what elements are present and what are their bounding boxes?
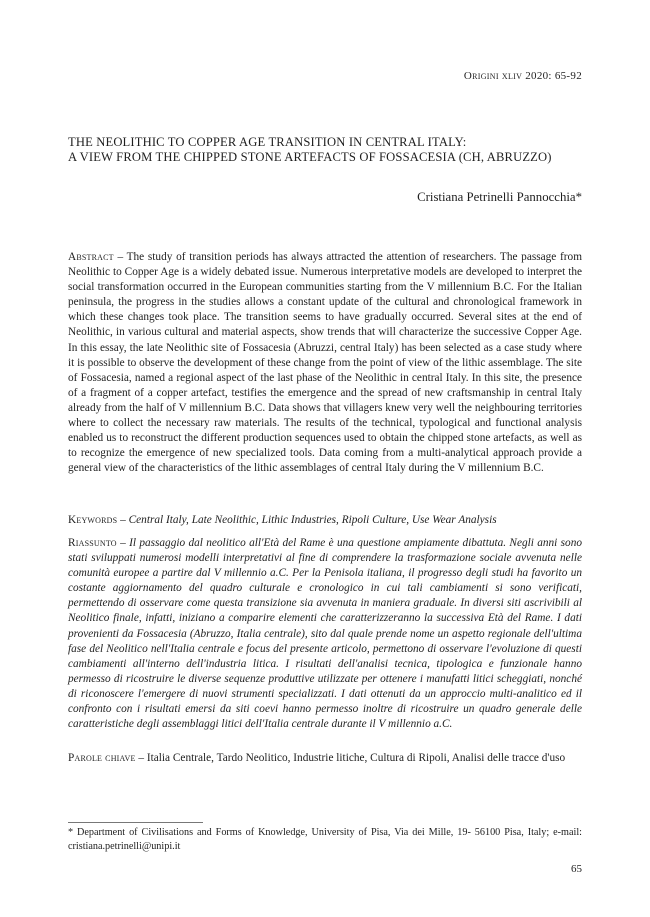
- running-head: Origini xliv 2020: 65-92: [463, 70, 582, 82]
- article-title-line-1: THE NEOLITHIC TO COPPER AGE TRANSITION IN CENTRAL ITALY:: [68, 135, 467, 149]
- article-page: [68, 0, 582, 917]
- abstract-text: – The study of transition periods has always attracted the attention of researchers. The passage from Neolithic to Copper Age is a widely debated issue. Numerous interpretative models are developed to interpret the social transformation occurred in the European communities starting from the V millennium B.C. For the Italian peninsula, the progress in the studies allows a constant update of the cultural and chronological framework in which these changes took place. The transition seems to have gradually occurred. Several sites at the end of Neolithic, in various cultural and material aspects, show trends that will characterize the successive Copper Age. In this essay, the late Neolithic site of Fossacesia (Abruzzi, central Italy) has been selected as a case study where it is possible to observe the development of these change from the point of view of the lithic assemblage. The site of Fossacesia, named a regional aspect of the last phase of the Neolithic in central Italy. In this site, the presence of a fragment of a copper artefact, testifies the emergence and the spread of new craftsmanship in central Italy already from the half of V millennium B.C. Data shows that villagers knew very well the neighbouring territories where to collect the necessary raw materials. The results of the technical, typological and functional analysis enabled us to reconstruct the different production sequences used to obtain the chipped stone artefacts, as well as to recognize the emergence of new specialized tools. Data coming from a multi-analytical approach provide a general view of the characteristics of the lithic assemblages of central Italy during the V millennium B.C.: [68, 251, 582, 475]
- parole-chiave-text: – Italia Centrale, Tardo Neolitico, Industrie litiche, Cultura di Ripoli, Analisi delle tracce d'uso: [138, 752, 566, 764]
- page-number: 65: [571, 863, 582, 875]
- author-name: Cristiana Petrinelli Pannocchia*: [417, 190, 582, 204]
- abstract-label: Abstract: [68, 251, 114, 263]
- article-title: [68, 135, 582, 165]
- footnote: * Department of Civilisations and Forms of Knowledge, University of Pisa, Via dei Mille, 19- 56100 Pisa, Italy; e-mail: cristiana.petrinelli@unipi.it: [68, 827, 582, 852]
- article-title-line-2: A VIEW FROM THE CHIPPED STONE ARTEFACTS OF FOSSACESIA (CH, ABRUZZO): [68, 150, 552, 164]
- riassunto-text: – Il passaggio dal neolitico all'Età del Rame è una questione ampiamente dibattuta. Negli anni sono stati sviluppati numerosi modelli interpretativi al fine di comprendere la trasformazione sociale avvenuta nelle comunità europee a partire dal V millennio a.C. Per la Penisola italiana, il progresso degli studi ha favorito un costante aggiornamento del quadro culturale e cronologico in cui tali cambiamenti si sono verificati, permettendo di osservare come questa transizione sia avvenuta in maniera graduale. In diversi siti ascrivibili al Neolitico finale, infatti, iniziano a comparire elementi che caratterizzeranno la successiva Età del Rame. I dati provenienti da Fossacesia (Abruzzo, Italia centrale), sito dal quale prende nome un aspetto regionale dell'ultima fase del Neolitico nell'Italia centrale e focus del presente articolo, permettono di osservare l'evoluzione di questi cambiamenti all'interno dell'industria litica. I risultati dell'analisi tecnica, tipologica e funzionale hanno permesso di ricostruire le diverse sequenze produttive utilizzate per ottenere i manufatti litici scheggiati, nonché di riconoscere l'emergere di nuovi strumenti specializzati. I dati ottenuti da un approccio multi-analitico ed il confronto con i risultati emersi da siti coevi hanno permesso inoltre di ricostruire un quadro generale delle caratteristiche degli assemblaggi litici dell'Italia centrale durante il V millennio a.C.: [68, 537, 582, 731]
- riassunto: [68, 536, 582, 732]
- parole-chiave-label: Parole chiave: [68, 752, 136, 764]
- abstract: [68, 250, 582, 476]
- riassunto-label: Riassunto: [68, 537, 117, 549]
- keywords: [68, 513, 582, 528]
- keywords-label: Keywords: [68, 514, 118, 526]
- footnote-divider: [68, 822, 203, 823]
- keywords-text: – Central Italy, Late Neolithic, Lithic Industries, Ripoli Culture, Use Wear Analysis: [120, 514, 497, 526]
- parole-chiave: [68, 750, 582, 766]
